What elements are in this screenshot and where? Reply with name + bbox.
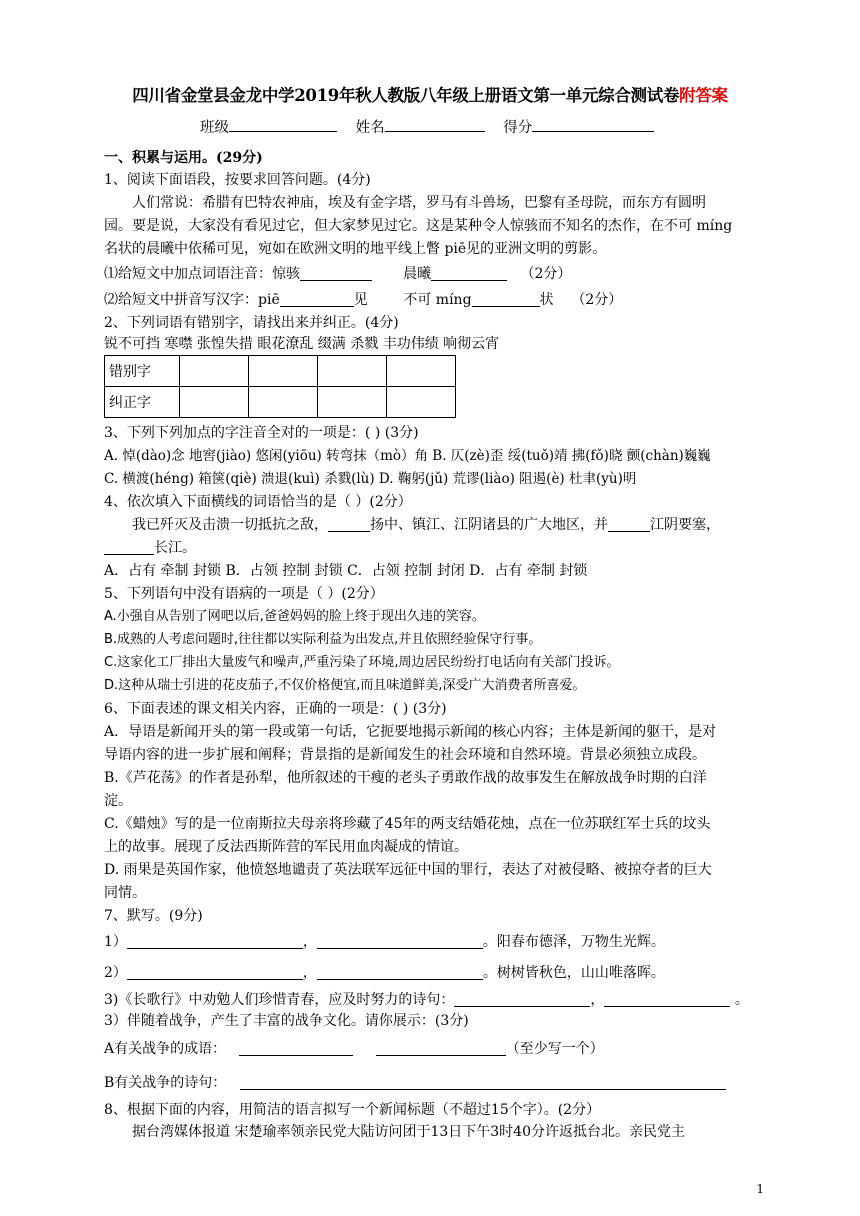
answer-blank[interactable] xyxy=(239,1039,353,1056)
q1-passage-3: 名状的晨曦中依稀可见，宛如在欧洲文明的地平线上瞥 piē见的亚洲文明的剪影。 xyxy=(104,241,607,257)
answer-blank[interactable] xyxy=(280,290,354,307)
score-blank[interactable] xyxy=(532,117,654,132)
q4-options: A．占有 牵制 封锁 B．占领 控制 封锁 C．占领 控制 封闭 D．占有 牵制 封锁 xyxy=(104,563,588,579)
q6-option-d-2: 同情。 xyxy=(104,885,146,901)
q3-heading: 3、下列下列加点的字注音全对的一项是：( ) (3分) xyxy=(104,425,419,441)
q7-idiom-line: A有关战争的成语： （至少写一个） xyxy=(104,1041,604,1057)
q5-heading: 5、下列语句中没有语病的一项是（ ）(2分） xyxy=(104,586,384,602)
answer-tag: 附答案 xyxy=(679,86,728,105)
table-cell[interactable] xyxy=(249,387,318,418)
answer-blank[interactable] xyxy=(317,963,483,980)
q1-passage-2: 园。要是说，大家没有看见过它，但大家梦见过它。这是某种令人惊骇而不知名的杰作，在不可 míng xyxy=(104,218,733,234)
q2-word-list: 锐不可挡 寒噤 张惶失措 眼花潦乱 缀满 杀戮 丰功伟绩 响彻云宵 xyxy=(104,336,500,352)
q7-line-4: 3）伴随着战争，产生了丰富的战争文化。请你展示：(3分) xyxy=(104,1013,469,1029)
q6-option-d-1: D. 雨果是英国作家，他愤怒地谴责了英法联军远征中国的罪行，表达了对被侵略、被掠夺者的巨大 xyxy=(104,862,712,878)
q1-sub2: ⑵给短文中拼音写汉字：piē 见 不可 míng 状 （2分） xyxy=(104,292,623,308)
q3-options-ab: A. 悼(dào)念 地窖(jiào) 悠闲(yiōu) 转弯抹（mò）角 B. 仄(zè)歪 绥(tuǒ)靖 拂(fǒ)晓 颤(chàn)巍巍 xyxy=(104,448,711,464)
table-cell[interactable] xyxy=(387,387,456,418)
answer-blank[interactable] xyxy=(454,990,590,1007)
q6-option-a-2: 导语内容的进一步扩展和阐释；背景指的是新闻发生的社会环境和自然环境。背景必须独立成段。 xyxy=(104,747,706,763)
answer-blank[interactable] xyxy=(300,264,372,281)
q8-passage-1: 据台湾媒体报道 宋楚瑜率领亲民党大陆访问团于13日下午3时40分许返抵台北。亲民党主 xyxy=(132,1124,685,1140)
row-header: 错别字 xyxy=(105,356,180,387)
table-row xyxy=(105,387,456,418)
q4-passage-2: 长江。 xyxy=(104,538,196,558)
q5-option-d: D.这种从瑞士引进的花皮茄子,不仅价格便宜,而且味道鲜美,深受广大消费者所喜爱。 xyxy=(104,678,586,693)
q7-poem-line: B有关战争的诗句： xyxy=(104,1073,726,1093)
answer-blank[interactable] xyxy=(376,1039,506,1056)
name-blank[interactable] xyxy=(385,117,485,132)
q3-options-cd: C. 横渡(héng) 箱箧(qiè) 溃退(kuì) 杀戮(lù) D. 鞠躬(jǔ) 荒谬(liào) 阻遏(è) 杜聿(yù)明 xyxy=(104,471,637,487)
answer-blank[interactable] xyxy=(608,515,650,532)
table-cell[interactable] xyxy=(318,356,387,387)
q4-passage-1: 我已歼灭及击溃一切抵抗之敌， 扬中、镇江、江阴诸县的广大地区，并 江阴要塞， xyxy=(132,517,720,533)
q6-option-a-1: A．导语是新闻开头的第一段或第一句话，它扼要地揭示新闻的核心内容；主体是新闻的躯干，是对 xyxy=(104,724,717,740)
answer-blank[interactable] xyxy=(317,932,483,949)
class-blank[interactable] xyxy=(229,117,337,132)
q4-heading: 4、依次填入下面横线的词语恰当的是（ ）(2分） xyxy=(104,494,412,510)
table-cell[interactable] xyxy=(249,356,318,387)
q1-passage-1: 人们常说：希腊有巴特农神庙，埃及有金字塔，罗马有斗兽场，巴黎有圣母院，而东方有圆明 xyxy=(132,195,706,211)
answer-blank[interactable] xyxy=(127,963,303,980)
q6-option-c-2: 上的故事。展现了反法西斯阵营的军民用血肉凝成的情谊。 xyxy=(104,839,468,855)
q7-line-1: 1） ， 。阳春布德泽，万物生光辉。 xyxy=(104,934,665,950)
student-info-line: 班级 姓名 得分 xyxy=(200,116,668,137)
section-heading: 一、积累与运用。(29分) xyxy=(104,150,263,166)
table-cell[interactable] xyxy=(180,356,249,387)
table-cell[interactable] xyxy=(318,387,387,418)
page-title: 四川省金堂县金龙中学2019年秋人教版八年级上册语文第一单元综合测试卷附答案 xyxy=(132,86,728,105)
q6-option-b-1: B.《芦花荡》的作者是孙犁，他所叙述的干瘦的老头子勇敢作战的故事发生在解放战争时期的白洋 xyxy=(104,770,707,786)
answer-blank[interactable] xyxy=(240,1073,726,1090)
q7-heading: 7、默写。(9分) xyxy=(104,908,203,924)
answer-blank[interactable] xyxy=(431,264,507,281)
answer-blank[interactable] xyxy=(104,538,154,555)
row-header: 纠正字 xyxy=(105,387,180,418)
table-row xyxy=(105,356,456,387)
q7-line-2: 2） ， 。树树皆秋色，山山唯落晖。 xyxy=(104,965,665,981)
page-number: 1 xyxy=(756,1182,764,1196)
q6-option-b-2: 淀。 xyxy=(104,793,132,809)
q1-sub1: ⑴给短文中加点词语注音：惊骇 晨曦 （2分） xyxy=(104,266,572,282)
answer-blank[interactable] xyxy=(604,990,730,1007)
q6-heading: 6、下面表述的课文相关内容，正确的一项是：( ) (3分) xyxy=(104,701,447,717)
q7-line-3: 3)《长歌行》中劝勉人们珍惜青春，应及时努力的诗句： ， 。 xyxy=(104,992,749,1008)
q5-option-b: B.成熟的人考虑问题时,往往都以实际利益为出发点,并且依照经验保守行事。 xyxy=(104,632,542,647)
table-cell[interactable] xyxy=(387,356,456,387)
q5-option-a: A.小强自从告别了网吧以后,爸爸妈妈的脸上终于现出久违的笑容。 xyxy=(104,609,485,624)
answer-blank[interactable] xyxy=(328,515,370,532)
correction-table xyxy=(104,355,456,418)
table-cell[interactable] xyxy=(180,387,249,418)
answer-blank[interactable] xyxy=(472,290,540,307)
q8-heading: 8、根据下面的内容，用简洁的语言拟写一个新闻标题（不超过15个字）。(2分） xyxy=(104,1102,601,1118)
q5-option-c: C.这家化工厂排出大量废气和噪声,严重污染了环境,周边居民纷纷打电话向有关部门投诉。 xyxy=(104,655,620,670)
q2-heading: 2、下列词语有错别字，请找出来并纠正。(4分) xyxy=(104,315,399,331)
answer-blank[interactable] xyxy=(127,932,303,949)
q6-option-c-1: C.《蜡烛》写的是一位南斯拉夫母亲将珍藏了45年的两支结婚花烛，点在一位苏联红军士兵的坟头 xyxy=(104,816,711,832)
q1-heading: 1、阅读下面语段，按要求回答问题。(4分) xyxy=(104,172,371,188)
